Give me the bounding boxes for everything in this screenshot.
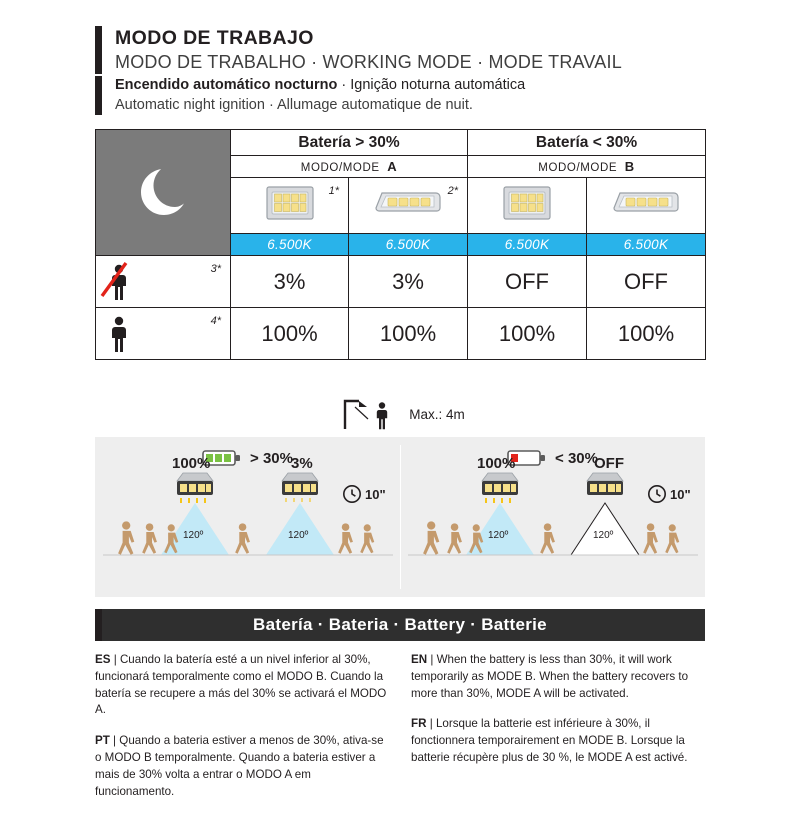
scenario-low-label: < 30% (555, 449, 598, 467)
subtitle-bold: Encendido automático nocturno (115, 77, 338, 93)
table-row-no-motion (96, 256, 706, 308)
page-subtitle: MODO DE TRABALHO · WORKING MODE · MODE TRAVAIL (115, 51, 622, 72)
mode-label-b-text: MODO/MODE (538, 162, 618, 174)
pole-height-icon (335, 397, 399, 431)
table-row-motion (96, 308, 706, 360)
scenario-low-header (400, 437, 705, 467)
scenario-high-illustration (95, 467, 400, 577)
note-lang-es: ES (95, 653, 111, 666)
motion-icon-cell (96, 308, 231, 360)
subtitle-rest: · Ignição noturna automática (337, 77, 526, 93)
battery-bar-accent (95, 609, 102, 641)
scenario-high-timer: 10" (365, 487, 386, 502)
title-accent-bar (95, 26, 102, 74)
mode-label-a-text: MODO/MODE (300, 162, 380, 174)
scenario-high-left-pct: 100% (172, 455, 211, 472)
value-cell: 3% (349, 256, 468, 308)
max-height-label: Max.: 4m (409, 406, 465, 422)
scenario-high-label: > 30% (250, 449, 293, 467)
lamp-square-icon (261, 182, 319, 224)
note-lang-en: EN (411, 653, 428, 666)
lamp-bar-icon (610, 186, 682, 220)
value-cell: 100% (349, 308, 468, 360)
kelvin-cell-2: 6.500K (349, 234, 468, 256)
note-fr: FR | Lorsque la batterie est inférieure à 30%, il fonctionnera temporairement en MODE B. Lorsque la batterie récupère plus de 30 %, le MODE A est activé. (411, 717, 688, 764)
note-en: EN | When the battery is less than 30%, it will work temporarily as MODE B. When the battery recovers to more than 30%, MODE A will be activated. (411, 653, 689, 700)
scenario-low-illustration (400, 467, 705, 577)
note-es: ES | Cuando la batería esté a un nivel inferior al 30%, funcionará temporalmente como el MODO B. Cuando la batería se recupere a más del 30% se activará el MODO A. (95, 653, 387, 717)
max-height-row (95, 397, 705, 431)
scenario-high-right-pct: 3% (291, 455, 313, 472)
scenario-low-beam-right: 120º (593, 530, 614, 541)
subtitle-accent-bar (95, 76, 102, 115)
value-cell: 3% (231, 256, 349, 308)
note-pt: PT | Quando a bateria estiver a menos de 30%, ativa-se o MODO B temporalmente. Quando a bateria estiver a mais de 30% volta a entrar o MODO A em funcionamento. (95, 734, 384, 798)
notes-section (95, 652, 705, 814)
lamp-bar-icon (372, 186, 444, 220)
kelvin-cell-4: 6.500K (587, 234, 706, 256)
scenario-low-right-pct: OFF (594, 455, 624, 472)
note-lang-fr: FR (411, 717, 427, 731)
kelvin-cell-1: 6.500K (231, 234, 349, 256)
lamp-cell-3 (468, 178, 587, 234)
header-mode-b (468, 156, 706, 178)
lamp-cell-2 (349, 178, 468, 234)
mode-letter-a: A (387, 159, 398, 174)
scenario-low-beam-left: 120º (488, 530, 509, 541)
scenario-low-timer: 10" (670, 487, 691, 502)
scenario-battery-low (400, 437, 705, 597)
moon-icon (96, 161, 230, 225)
note-text-en: When the battery is less than 30%, it will work temporarily as MODE B. When the battery recovers to more than 30%, MODE A will be activated. (411, 653, 689, 700)
scenario-low-left-pct: 100% (477, 455, 516, 472)
title-block (95, 26, 705, 74)
value-cell: 100% (468, 308, 587, 360)
row-note-4: 4* (210, 315, 221, 327)
lamp-cell-4 (587, 178, 706, 234)
note-text-pt: Quando a bateria estiver a menos de 30%, ativa-se o MODO B temporalmente. Quando a bateria estiver a mais de 30% volta a entrar o MODO A em funcionamento. (95, 734, 384, 798)
scenario-panel (95, 437, 705, 597)
note-lang-pt: PT (95, 734, 110, 748)
value-cell: OFF (468, 256, 587, 308)
scenario-high-header (95, 437, 400, 467)
header-mode-a (231, 156, 468, 178)
page-title: MODO DE TRABAJO (115, 27, 314, 49)
notes-column-right (411, 652, 705, 814)
note-text-fr: Lorsque la batterie est inférieure à 30%, il fonctionnera temporairement en MODE B. Lorsque la batterie récupère plus de 30 %, le MODE A est activé. (411, 717, 688, 764)
lamp-cell-1 (231, 178, 349, 234)
working-mode-table (95, 129, 706, 360)
lamp-note-1: 1* (328, 185, 339, 197)
battery-section-bar: Batería · Bateria · Battery · Batterie (95, 609, 705, 641)
scenario-battery-high (95, 437, 400, 597)
header-battery-low: Batería < 30% (468, 130, 706, 156)
scenario-high-beam-right: 120º (288, 530, 309, 541)
value-cell: 100% (231, 308, 349, 360)
no-motion-icon-cell (96, 256, 231, 308)
note-text-es: Cuando la batería esté a un nivel inferior al 30%, funcionará temporalmente como el MODO B. Cuando la batería se recupere a más del 30% se activará el MODO A. (95, 653, 387, 717)
subtitle-line-1 (115, 76, 525, 96)
value-cell: 100% (587, 308, 706, 360)
night-mode-cell (96, 130, 231, 256)
subtitle-line-2: Automatic night ignition · Allumage automatique de nuit. (115, 96, 473, 113)
kelvin-cell-3: 6.500K (468, 234, 587, 256)
scenario-high-beam-left: 120º (183, 530, 204, 541)
header-battery-high: Batería > 30% (231, 130, 468, 156)
notes-column-left (95, 652, 389, 814)
table-row-header-groups (96, 130, 706, 156)
row-note-3: 3* (210, 263, 221, 275)
mode-letter-b: B (624, 159, 635, 174)
value-cell: OFF (587, 256, 706, 308)
lamp-square-icon (498, 182, 556, 224)
lamp-note-2: 2* (447, 185, 458, 197)
subtitle-block (95, 76, 715, 115)
